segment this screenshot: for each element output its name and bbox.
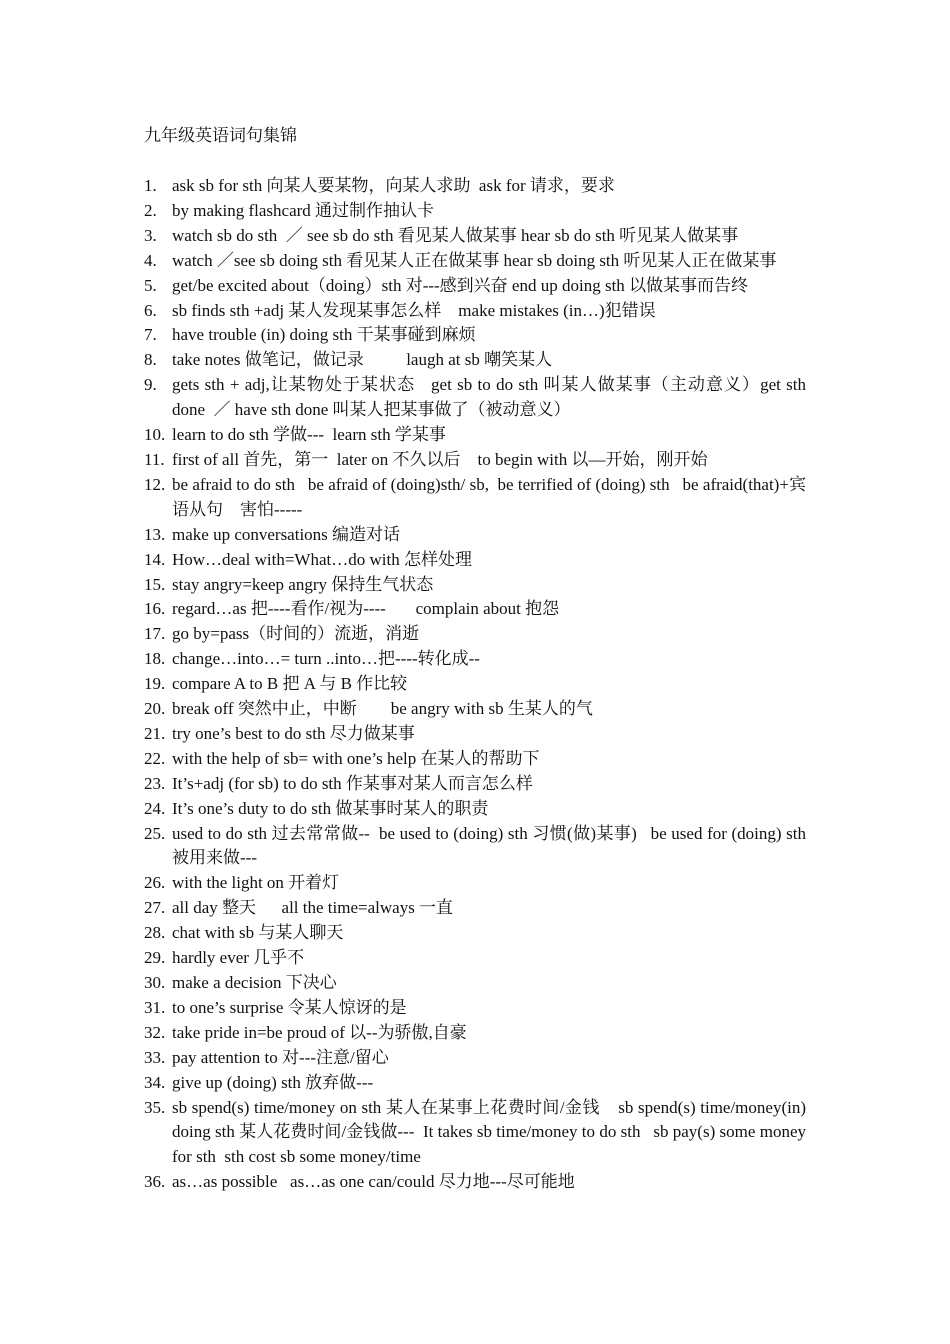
item-text: get/be excited about（doing）sth 对---感到兴奋 end up doing sth 以做某事而告终 xyxy=(172,275,749,295)
list-item xyxy=(144,822,811,872)
list-item xyxy=(144,996,806,1021)
item-text: take pride in=be proud of 以--为骄傲,自豪 xyxy=(172,1022,467,1042)
list-item xyxy=(144,1071,806,1096)
item-number: 22. xyxy=(144,748,166,768)
list-item xyxy=(144,473,806,523)
item-text: first of all 首先，第一 later on 不久以后 to begin with 以—开始，刚开始 xyxy=(172,449,708,469)
item-text: to one’s surprise 令某人惊讶的是 xyxy=(172,997,407,1017)
list-item xyxy=(144,722,806,747)
item-text: change…into…= turn ..into…把----转化成-- xyxy=(172,649,480,669)
item-text: How…deal with=What…do with 怎样处理 xyxy=(172,549,472,569)
list-item xyxy=(144,946,806,971)
item-text: learn to do sth 学做--- learn sth 学某事 xyxy=(172,425,446,445)
item-number: 24. xyxy=(144,798,166,818)
item-text: used to do sth 过去常常做-- be used to (doing) sth 习惯(做)某事) be used for (doing) sth 被用来做--- xyxy=(172,823,811,868)
item-number: 21. xyxy=(144,723,166,743)
list-item xyxy=(144,249,806,274)
list-item xyxy=(144,697,806,722)
item-number: 25. xyxy=(144,823,166,843)
list-item xyxy=(144,274,806,299)
item-number: 10. xyxy=(144,425,166,445)
item-number: 17. xyxy=(144,624,166,644)
item-number: 6. xyxy=(144,300,157,320)
item-number: 9. xyxy=(144,375,157,395)
item-text: take notes 做笔记，做记录 laugh at sb 嘲笑某人 xyxy=(172,350,553,370)
item-text: watch ／see sb doing sth 看见某人正在做某事 hear sb doing sth 听见某人正在做某事 xyxy=(172,250,777,270)
list-item xyxy=(144,573,806,598)
list-item xyxy=(144,1046,806,1071)
list-item xyxy=(144,199,806,224)
item-number: 7. xyxy=(144,325,157,345)
item-text: make up conversations 编造对话 xyxy=(172,524,401,544)
item-number: 31. xyxy=(144,997,166,1017)
item-number: 14. xyxy=(144,549,166,569)
item-number: 23. xyxy=(144,773,166,793)
item-number: 35. xyxy=(144,1097,166,1117)
item-number: 28. xyxy=(144,923,166,943)
item-text: compare A to B 把 A 与 B 作比较 xyxy=(172,674,408,694)
list-item xyxy=(144,224,806,249)
list-item xyxy=(144,1170,806,1195)
item-text: make a decision 下决心 xyxy=(172,973,337,992)
item-number: 1. xyxy=(144,176,157,195)
item-number: 4. xyxy=(144,250,157,270)
item-number: 18. xyxy=(144,649,166,669)
item-text: go by=pass（时间的）流逝，消逝 xyxy=(172,624,420,644)
item-text: stay angry=keep angry 保持生气状态 xyxy=(172,574,434,594)
list-item xyxy=(144,323,806,348)
item-text: as…as possible as…as one can/could 尽力地---尽可能地 xyxy=(172,1172,575,1192)
list-item xyxy=(144,747,806,772)
list-item xyxy=(144,523,806,548)
item-text: with the help of sb= with one’s help 在某人的帮助下 xyxy=(172,748,540,768)
list-item xyxy=(144,871,806,896)
list-item xyxy=(144,672,806,697)
item-number: 5. xyxy=(144,275,157,295)
item-number: 26. xyxy=(144,873,166,893)
item-number: 16. xyxy=(144,599,166,619)
item-text: all day 整天 all the time=always 一直 xyxy=(172,898,454,918)
list-item xyxy=(144,373,811,423)
list-item xyxy=(144,1021,806,1046)
item-text: gets sth + adj,让某物处于某状态 get sb to do sth 叫某人做某事（主动意义）get sth done ／ have sth done 叫某人把某事做了（被动意义） xyxy=(172,375,811,420)
list-item xyxy=(144,423,806,448)
list-item xyxy=(144,174,806,199)
list-item xyxy=(144,1096,811,1171)
item-text: be afraid to do sth be afraid of (doing)sth/ sb, be terrified of (doing) sth be afraid(that)+宾语从句 害怕----- xyxy=(172,474,806,519)
item-text: watch sb do sth ／ see sb do sth 看见某人做某事 hear sb do sth 听见某人做某事 xyxy=(172,225,739,245)
item-number: 34. xyxy=(144,1072,166,1092)
item-text: have trouble (in) doing sth 干某事碰到麻烦 xyxy=(172,325,476,345)
item-text: sb finds sth +adj 某人发现某事怎么样 make mistakes (in…)犯错误 xyxy=(172,300,656,320)
item-text: by making flashcard 通过制作抽认卡 xyxy=(172,200,435,220)
item-text: try one’s best to do sth 尽力做某事 xyxy=(172,723,415,743)
item-number: 29. xyxy=(144,948,166,968)
list-item xyxy=(144,896,806,921)
item-number: 30. xyxy=(144,973,166,992)
item-number: 2. xyxy=(144,200,157,220)
item-number: 11. xyxy=(144,449,165,469)
list-item xyxy=(144,772,806,797)
item-text: It’s one’s duty to do sth 做某事时某人的职责 xyxy=(172,798,489,818)
item-text: It’s+adj (for sb) to do sth 作某事对某人而言怎么样 xyxy=(172,773,533,793)
item-text: sb spend(s) time/money on sth 某人在某事上花费时间/金钱 sb spend(s) time/money(in) doing sth 某人花费时间/金钱做--- It takes sb time/money to do sth sb pay(s) some money for sth sth cost sb some money/time xyxy=(172,1097,811,1167)
list-item xyxy=(144,299,806,324)
list-item xyxy=(144,448,806,473)
item-number: 20. xyxy=(144,699,166,719)
item-number: 27. xyxy=(144,898,166,918)
item-number: 19. xyxy=(144,674,166,694)
list-item xyxy=(144,971,806,996)
list-item xyxy=(144,647,806,672)
phrase-list xyxy=(144,174,811,1195)
list-item xyxy=(144,348,806,373)
list-item xyxy=(144,597,806,622)
item-text: give up (doing) sth 放弃做--- xyxy=(172,1072,374,1092)
item-text: hardly ever 几乎不 xyxy=(172,948,305,968)
document-title: 九年级英语词句集锦 xyxy=(144,126,297,145)
item-text: pay attention to 对---注意/留心 xyxy=(172,1047,389,1067)
list-item xyxy=(144,622,806,647)
item-text: with the light on 开着灯 xyxy=(172,873,340,893)
item-number: 3. xyxy=(144,225,157,245)
list-item xyxy=(144,921,806,946)
item-number: 33. xyxy=(144,1047,166,1067)
item-number: 36. xyxy=(144,1172,166,1192)
item-number: 32. xyxy=(144,1022,166,1042)
item-text: chat with sb 与某人聊天 xyxy=(172,923,344,943)
list-item xyxy=(144,797,806,822)
item-number: 12. xyxy=(144,474,166,494)
item-number: 8. xyxy=(144,350,157,370)
item-number: 15. xyxy=(144,574,166,594)
item-text: break off 突然中止，中断 be angry with sb 生某人的气 xyxy=(172,699,593,719)
list-item xyxy=(144,548,806,573)
item-text: ask sb for sth 向某人要某物，向某人求助 ask for 请求，要求 xyxy=(172,176,615,195)
item-number: 13. xyxy=(144,524,166,544)
item-text: regard…as 把----看作/视为---- complain about 抱怨 xyxy=(172,599,560,619)
